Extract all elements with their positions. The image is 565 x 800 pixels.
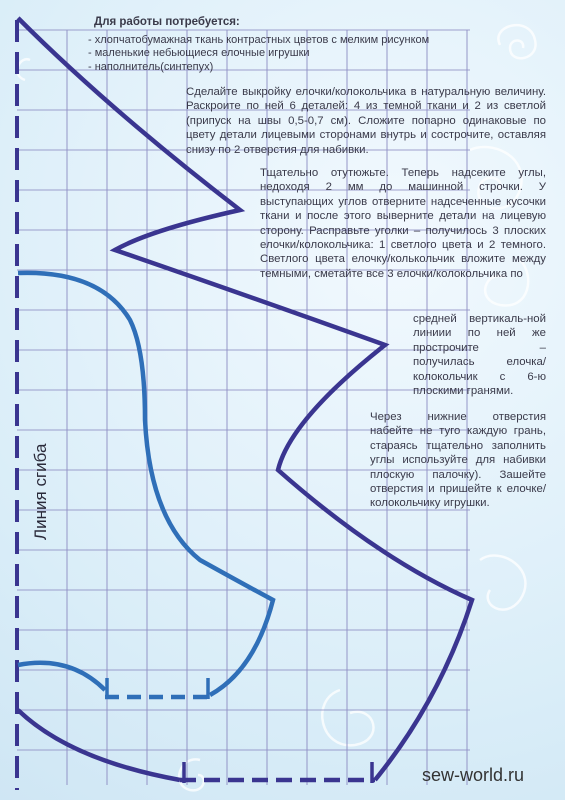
- site-url: sew-world.ru: [422, 765, 525, 785]
- materials-item: - наполнитель(синтепух): [88, 61, 528, 75]
- fold-line-label: Линия сгиба: [31, 443, 50, 540]
- materials-item: - хлопчатобумажная ткань контрастных цветов с мелким рисунком: [88, 34, 528, 48]
- materials-block: [88, 16, 528, 74]
- instruction-paragraph-3: средней вертикаль-ной линиии по ней же прострочите – получилась елочка/ колокольчик с 6-ю плоскими гранями.: [413, 313, 546, 398]
- bell-pattern-outline: [18, 273, 273, 695]
- instruction-paragraph-4: Через нижние отверстия набейте не туго каждую грань, стараясь тщательно заполнить углы используйте для набивки плоскую палочку). Зашейте отверстия и пришейте к елочке/ колокольчику игрушки.: [370, 411, 546, 510]
- materials-title: Для работы потребуется:: [94, 16, 240, 28]
- instruction-paragraph-1: Сделайте выкройку елочки/колокольчика в натуральную величину. Раскроите по ней 6 деталей: 4 из темной ткани и 2 из светлой (припуск на швы 0,5-0,7 см). Сложите попарно одинаковые по цвету детали лицевыми сторонами внутрь и сострочите, оставляя снизу по 2 отверстия для набивки.: [186, 86, 546, 156]
- instruction-paragraph-2: Тщательно отутюжьте. Теперь надсеките углы, недоходя 2 мм до машинной строчки. У выступающих углов отверните надсеченные кусочки ткани и после этого выверните детали на лицевую сторону. Расправьте уголки – получилось 3 плоских елочки/колокольчика: 1 светлого цвета и 2 темного. Светлого цвета елочку/колькольчик вложите между темными, сметайте все 3 елочки/колокольчика по: [260, 167, 546, 280]
- materials-item: - маленькие небьющиеся елочные игрушки: [88, 47, 528, 61]
